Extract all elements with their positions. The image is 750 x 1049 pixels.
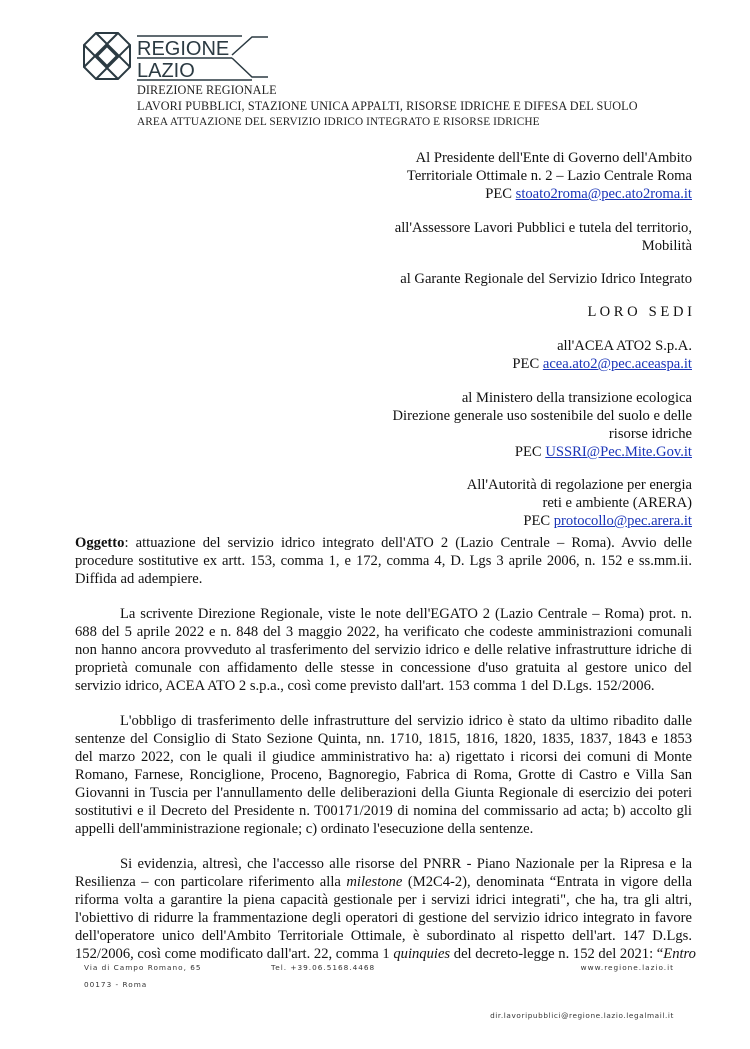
recipient-line: Al Presidente dell'Ente di Governo dell'Ambito [415,150,692,166]
recipient-line: L O R O S E D I [587,304,692,320]
text-line [75,748,692,766]
text-line [75,712,692,730]
pec-label: PEC [512,356,540,372]
pec-email-link[interactable]: protocollo@pec.arera.it [553,513,692,529]
pec-email-link[interactable]: USSRI@Pec.Mite.Gov.it [545,444,692,460]
recipient-pec [393,443,692,461]
text-line [75,855,692,873]
text-segment: 688 del 5 aprile 2022 e n. 848 del 3 maggio 2022, ha verificato che codeste amministrazioni comunali [75,624,692,640]
letterhead-department: LAVORI PUBBLICI, STAZIONE UNICA APPALTI, RISORSE IDRICHE E DIFESA DEL SUOLO [137,99,638,113]
text-segment: sostitutivi e il Decreto del Presidente n. T00171/2019 di nomina del commissario ad acta; b) accolto gli [75,803,692,819]
text-segment: Diffida ad adempiere. [75,571,203,587]
footer-email[interactable]: dir.lavoripubblici@regione.lazio.legalmail.it [490,1011,674,1020]
recipient-line: Direzione generale uso sostenibile del suolo e delle [392,408,692,424]
recipient-pec [467,512,692,530]
text-line [75,820,692,838]
recipient [407,149,692,203]
text-segment: (M2C4-2), denominata “Entrata in vigore della [402,874,692,890]
italic-text: milestone [346,874,403,890]
pec-label: PEC [523,513,551,529]
text-line [75,766,692,784]
footer-city: 00173 - Roma [84,980,148,989]
letterhead-area: AREA ATTUAZIONE DEL SERVIZIO IDRICO INTEGRATO E RISORSE IDRICHE [137,116,540,128]
body-paragraph [75,712,692,838]
text-segment: servizio idrico, ACEA ATO 2 s.p.a., così come previsto dall'art. 153 comma 1 del D.Lgs. 152/2006. [75,678,655,694]
text-segment: del marzo 2022, con le quali il giudice amministrativo ha: a) rigettato i ricorsi dei comuni di Monte [75,749,692,765]
text-line [75,730,692,748]
text-line [75,873,692,891]
recipient-line: risorse idriche [608,426,692,442]
text-segment: l'obiettivo di ridurre la frammentazione degli operatori di gestione del servizio idrico integrato in favore [75,910,692,926]
pec-email-link[interactable]: acea.ato2@pec.aceaspa.it [542,356,692,372]
letterhead-direzione: DIREZIONE REGIONALE [137,83,277,97]
text-line [75,802,692,820]
pec-email-link[interactable]: stoato2roma@pec.ato2roma.it [515,186,692,202]
text-line [75,784,692,802]
recipient-line: Mobilità [641,238,692,254]
letter-body [75,534,696,980]
text-segment: Giovanni in Tuscia per l'annullamento delle deliberazioni della Giunta Regionale di esercizio dei poteri [75,785,692,801]
subject-label: Oggetto [75,535,125,551]
text-line [75,534,692,552]
text-segment: riforma volta a garantire la piena capacità gestionale per i servizi idrici integrati", che ha, tra gli altri, [75,892,692,908]
recipient [512,337,692,373]
text-segment: non hanno ancora provveduto al trasferimento del servizio idrico e delle relative infrastrutture idriche di [75,642,692,658]
pec-label: PEC [514,444,542,460]
text-segment: Resilienza – con particolare riferimento alla [75,874,347,890]
recipient [400,270,692,288]
text-segment: dell'operatore unico dell'Ambito Territoriale Ottimale, è subordinato al rispetto dell'art. 147 D.Lgs. [75,928,692,944]
recipient-line: reti e ambiente (ARERA) [542,495,692,511]
text-segment: procedure sostitutive ex artt. 153, comma 1, e 172, comma 4, D. Lgs 3 aprile 2006, n. 152 e ss.mm.ii. [75,553,692,569]
footer-address: Via di Campo Romano, 65 [84,963,202,972]
recipient-line: all'ACEA ATO2 S.p.A. [557,338,692,354]
text-line [75,641,692,659]
text-segment: Romano, Farnese, Ronciglione, Proceno, Bagnoregio, Fabrica di Roma, Grotte di Castro e Villa San [75,767,692,783]
text-segment: : attuazione del servizio idrico integrato dell'ATO 2 (Lazio Centrale – Roma). Avvio delle [124,535,692,551]
footer-phone: Tel. +39.06.5168.4468 [271,963,376,972]
recipient-line: Territoriale Ottimale n. 2 – Lazio Centrale Roma [406,168,692,184]
pec-label: PEC [485,186,512,202]
footer-website[interactable]: www.regione.lazio.it [580,963,674,972]
recipient [395,219,692,255]
recipient [588,303,692,321]
recipient-line: al Ministero della transizione ecologica [461,390,692,406]
text-line [75,659,692,677]
italic-text: quinquies [393,946,451,962]
italic-text: Entro [663,946,696,962]
text-line [75,552,692,570]
text-segment: L'obbligo di trasferimento delle infrastrutture del servizio idrico è stato da ultimo ribadito dalle [120,713,692,729]
text-segment: sentenze del Consiglio di Stato Sezione Quinta, nn. 1710, 1815, 1816, 1820, 1835, 1837, 1843 e 1853 [75,731,692,747]
text-segment: 152/2006, così come modificato dall'art. 22, comma 1 [75,946,394,962]
recipient-pec [407,185,692,203]
recipient-line: al Garante Regionale del Servizio Idrico Integrato [400,271,692,287]
text-line [75,623,692,641]
text-line [75,945,696,963]
body-paragraph [75,605,692,695]
text-segment: appelli dell'amministrazione regionale; c) ordinato l'esecuzione della sentenze. [75,821,534,837]
text-line [75,891,692,909]
recipient-line: All'Autorità di regolazione per energia [466,477,692,493]
text-line [75,570,692,588]
text-segment: La scrivente Direzione Regionale, viste le note dell'EGATO 2 (Lazio Centrale – Roma) prot. n. [120,606,692,622]
logo-text-lazio: LAZIO [137,60,195,82]
logo-text-regione: REGIONE [137,38,230,60]
regione-lazio-logo [82,31,272,90]
text-line [75,909,692,927]
body-paragraph [75,855,696,963]
text-line [75,605,692,623]
text-segment: proprietà comunale con affidamento delle stesse in concessione d'uso gratuita al gestore unico del [75,660,692,676]
recipient-pec [512,355,692,373]
text-line [75,927,692,945]
text-segment: Si evidenzia, altresì, che l'accesso alle risorse del PNRR - Piano Nazionale per la Ripresa e la [120,856,692,872]
recipient-line: all'Assessore Lavori Pubblici e tutela del territorio, [394,220,692,236]
recipient [467,476,692,530]
recipient [393,389,692,461]
subject-paragraph [75,534,692,588]
text-segment: del decreto-legge n. 152 del 2021: “ [450,946,664,962]
text-line [75,677,692,695]
